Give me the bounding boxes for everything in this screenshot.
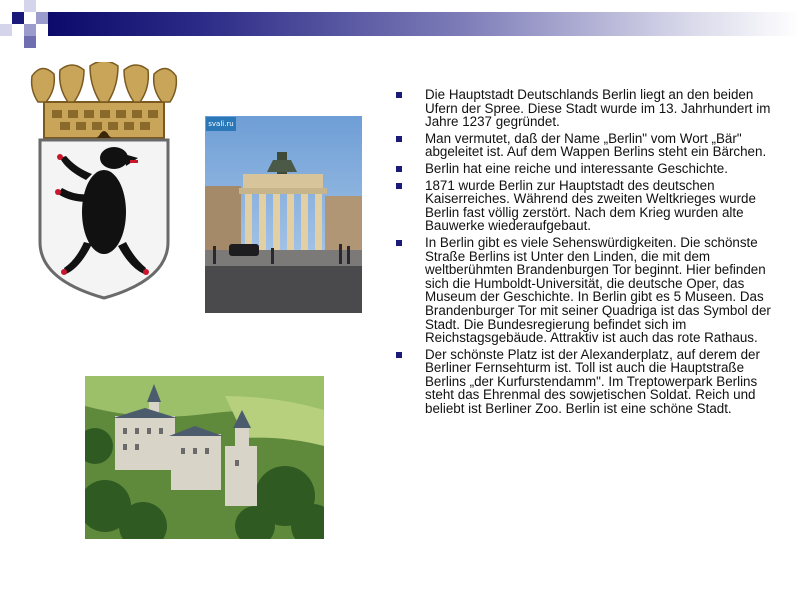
header-bar	[48, 12, 800, 36]
list-item-text: Die Hauptstadt Deutschlands Berlin liegt an den beiden Ufern der Spree. Diese Stadt wurde im 13. Jahrhundert im Jahre 1237 gegründet.	[425, 87, 771, 130]
deco-square	[36, 12, 48, 24]
list-item	[396, 236, 776, 345]
deco-square	[24, 0, 36, 12]
bullet-icon	[396, 136, 402, 142]
deco-square	[24, 36, 36, 48]
photo-watermark: svali.ru	[206, 117, 236, 131]
coat-of-arms-image	[26, 62, 182, 302]
bullet-icon	[396, 352, 402, 358]
crown-icon	[32, 62, 177, 138]
bullet-list	[396, 88, 776, 416]
bullet-icon	[396, 240, 402, 246]
deco-square	[0, 24, 12, 36]
list-item-text: In Berlin gibt es viele Sehenswürdigkeiten. Die schönste Straße Berlins ist Unter den Linden, die mit dem weltberühmten Brandenburgen Tor beginnt. Hier befinden sich die Humboldt-Universität, die deutsche Oper, das Museum der Geschichte. In Berlin gibt es 5 Museen. Das Brandenburger Tor mit seiner Quadriga ist das Symbol der Stadt. Die Bundesregierung befindet sich im Reichstagsgebäude. Attraktiv ist auch das rote Rathaus.	[425, 234, 771, 346]
bullet-icon	[396, 92, 402, 98]
list-item-text: Man vermutet, daß der Name „Berlin" vom Wort „Bär" abgeleitet ist. Auf dem Wappen Berlins steht ein Bärchen.	[425, 130, 767, 160]
list-item	[396, 132, 776, 159]
list-item-text: Berlin hat eine reiche und interessante Geschichte.	[425, 160, 728, 176]
list-item-text: 1871 wurde Berlin zur Hauptstadt des deutschen Kaiserreiches. Während des zweiten Weltkrieges wurde Berlin fast völlig zerstört. Nach dem Krieg wurden alte Bauwerke wiederaufgebaut.	[425, 177, 756, 234]
deco-square	[24, 24, 36, 36]
deco-square	[12, 12, 24, 24]
list-item	[396, 179, 776, 233]
brandenburg-gate-image	[205, 116, 362, 313]
castle-photo	[85, 376, 324, 539]
list-item	[396, 88, 776, 129]
brandenburg-gate-photo	[205, 116, 362, 313]
castle-image	[85, 376, 324, 539]
bullet-icon	[396, 166, 402, 172]
list-item	[396, 162, 776, 176]
bullet-icon	[396, 183, 402, 189]
list-item-text: Der schönste Platz ist der Alexanderplatz, auf derem der Berliner Fernsehturm ist. Toll ist auch die Hauptstraße Berlins „der Kurfurstendamm". Im Treptowerpark Berlins steht das Ehrenmal des sowjetischen Soldat. Reich und beliebt ist Berliner Zoo. Berlin ist eine schöne Stadt.	[425, 346, 760, 417]
list-item	[396, 348, 776, 416]
content-text-block	[396, 88, 776, 419]
